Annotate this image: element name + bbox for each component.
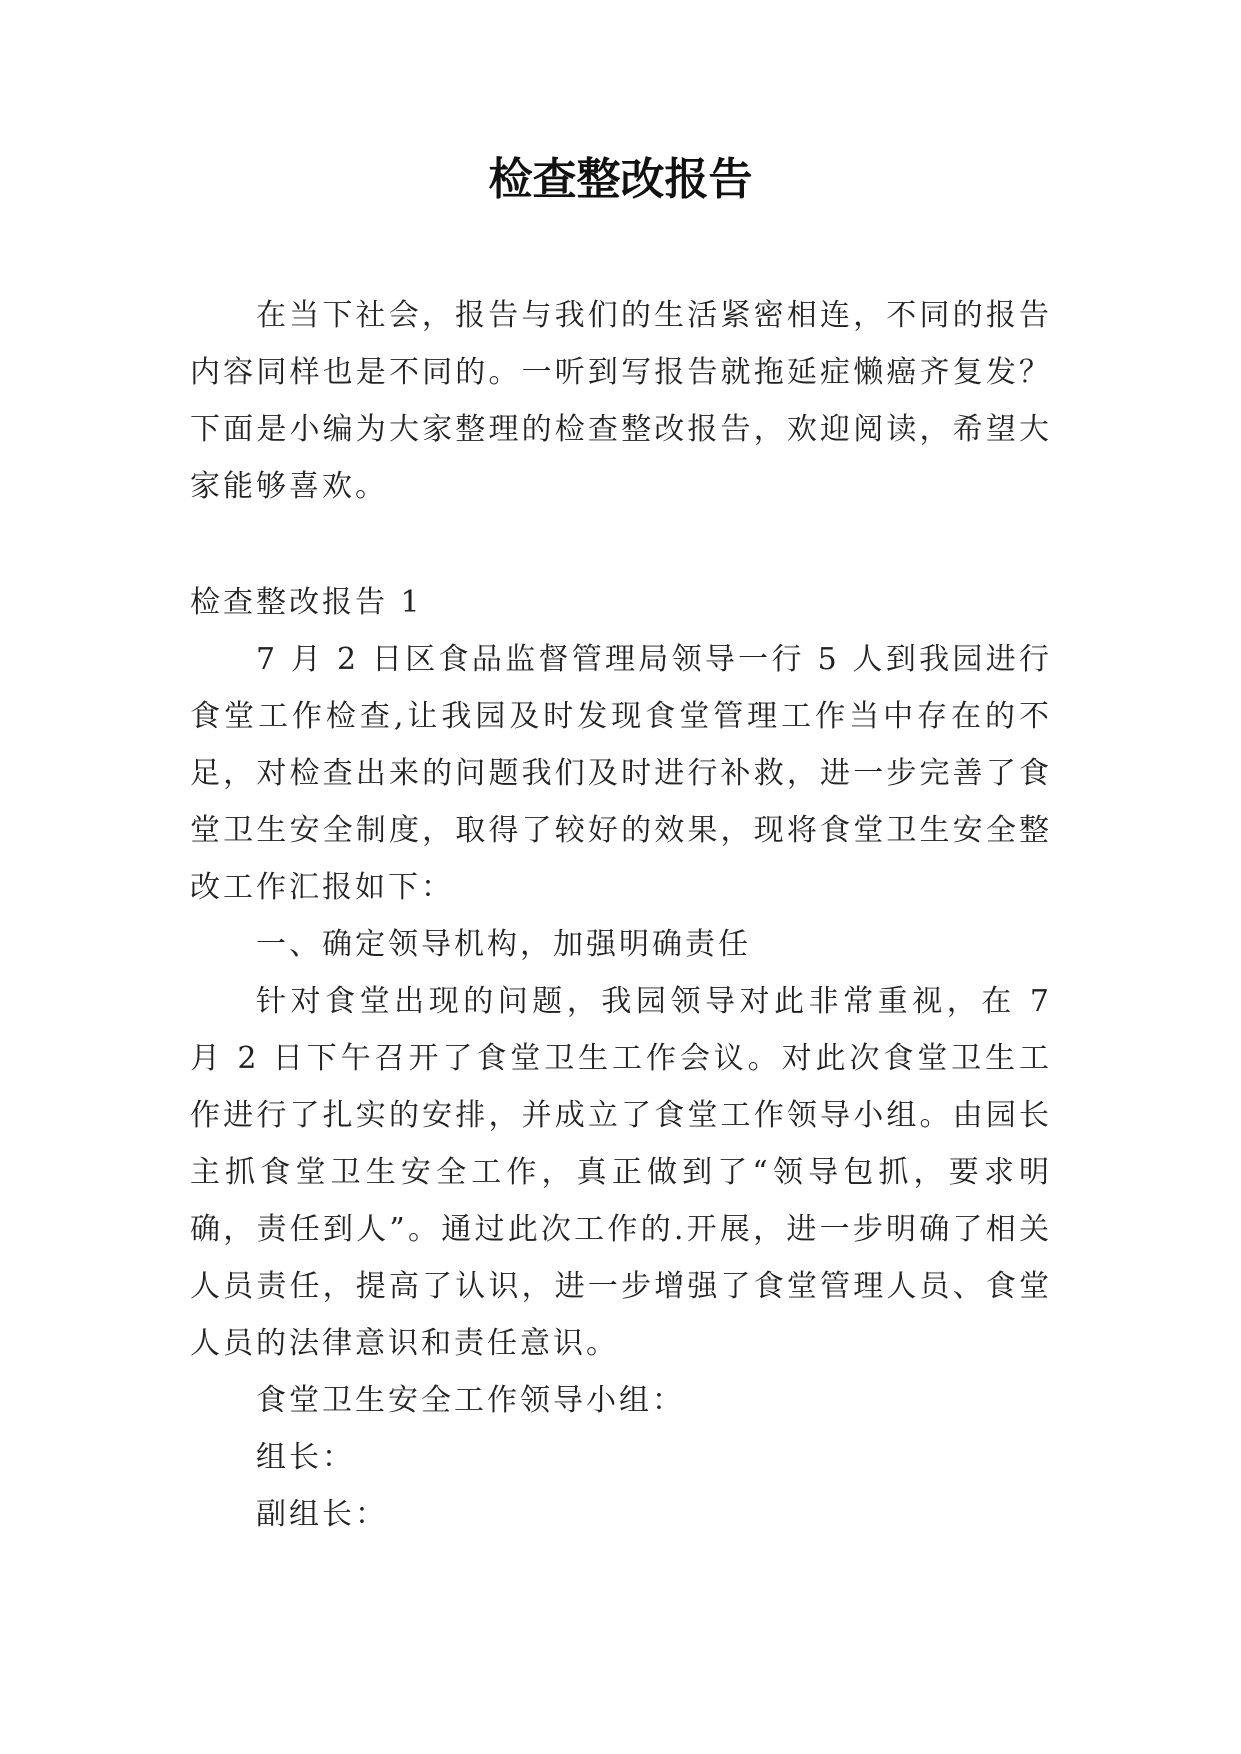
leader-label: 组长： (256, 1440, 355, 1475)
paragraph-responsibility: 针对食堂出现的问题，我园领导对此非常重视，在 7 月 2 日下午召开了食堂卫生工作会议。对此次食堂卫生工作进行了扎实的安排，并成立了食堂工作领导小组。由园长主抓食堂卫生安全工作，真正做到了“领导包抓，要求明确，责任到人”。通过此次工作的.开展，进一步明确了相关人员责任，提高了认识，进一步增强了食堂管理人员、食堂人员的法律意识和责任意识。 (190, 984, 1052, 1361)
leadership-group-title: 食堂卫生安全工作领导小组： (256, 1383, 685, 1418)
document-title: 检查整改报告 (488, 154, 753, 205)
section-heading: 检查整改报告 1 (190, 585, 423, 620)
paragraph-inspection: 7 月 2 日区食品监督管理局领导一行 5 人到我园进行食堂工作检查,让我园及时发现食堂管理工作当中存在的不足，对检查出来的问题我们及时进行补救，进一步完善了食堂卫生安全制度，取得了较好的效果，现将食堂卫生安全整改工作汇报如下： (190, 642, 1052, 905)
deputy-leader-label: 副组长： (256, 1497, 388, 1532)
subheading-leadership: 一、确定领导机构，加强明确责任 (256, 927, 751, 962)
intro-paragraph: 在当下社会，报告与我们的生活紧密相连，不同的报告内容同样也是不同的。一听到写报告就拖延症懒癌齐复发？下面是小编为大家整理的检查整改报告，欢迎阅读，希望大家能够喜欢。 (190, 298, 1052, 504)
